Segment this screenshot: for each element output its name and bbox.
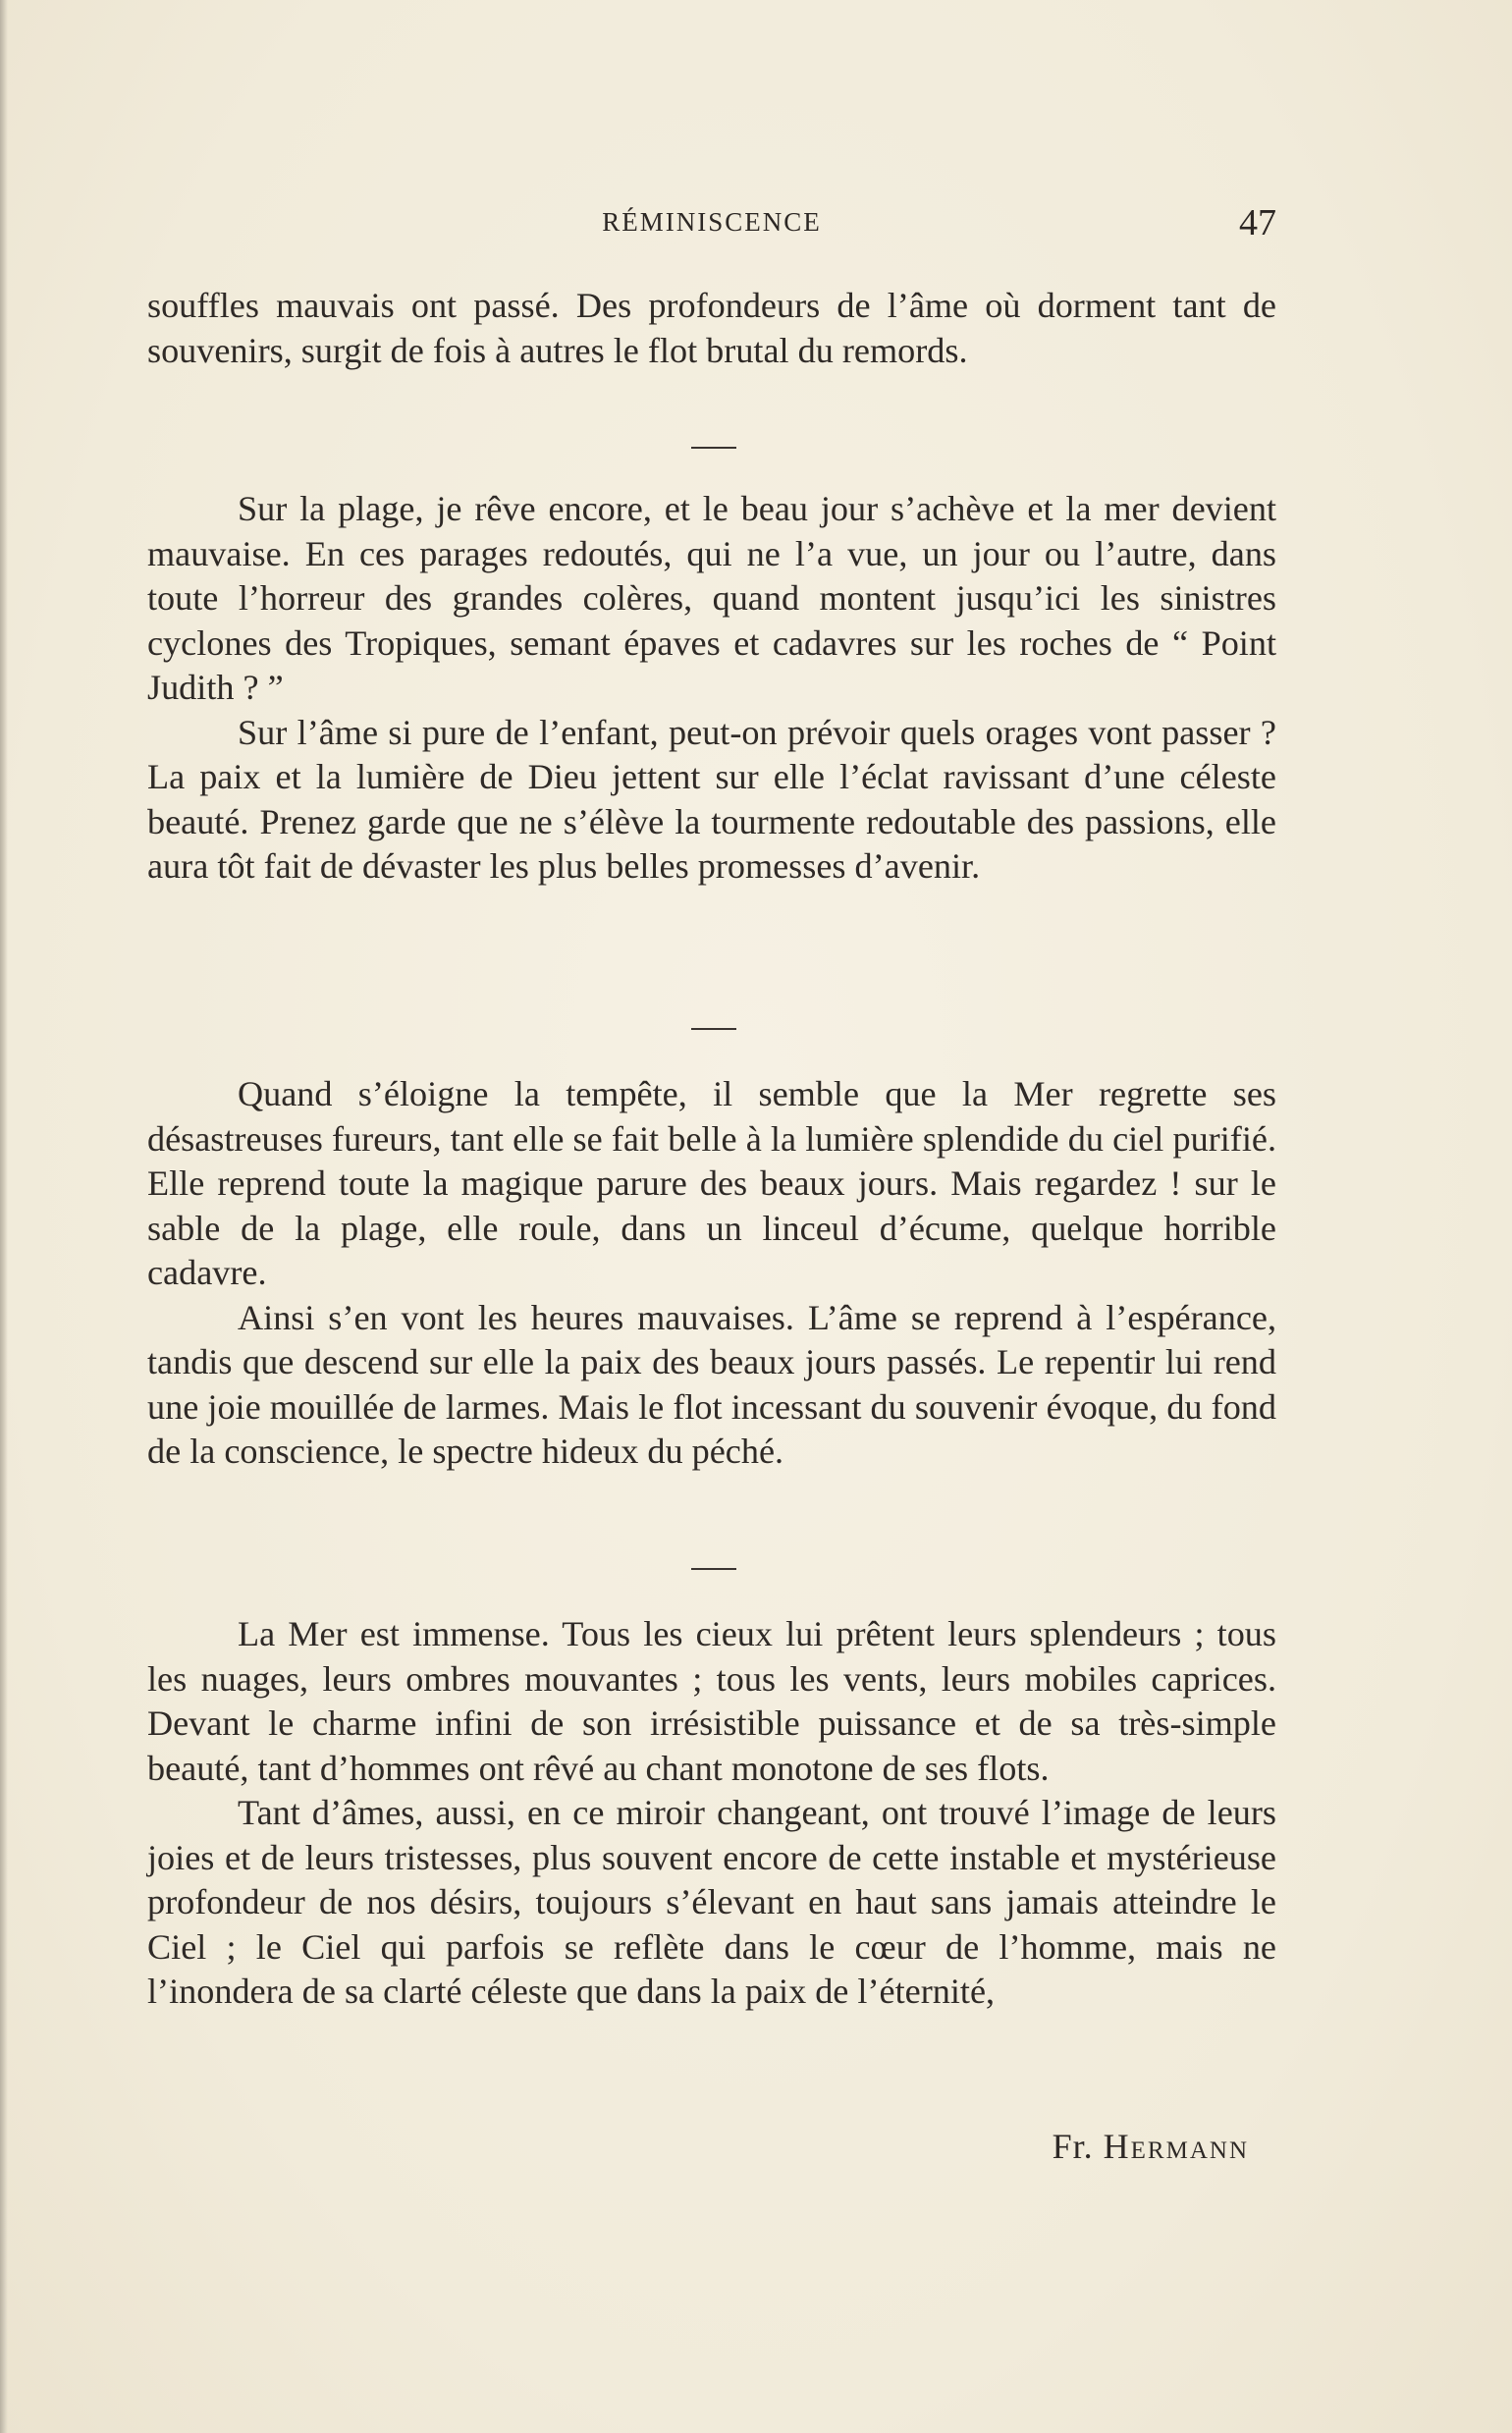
signature-name: Hermann [1103,2127,1249,2166]
paragraph: Tant d’âmes, aussi, en ce miroir changeant, ont trouvé l’image de leurs joies et de leurs tristesses, plus souvent encore de cette instable et mystérieuse profondeur de nos désirs, toujours s’élevant en haut sans jamais atteindre le Ciel ; le Ciel qui parfois se reflète dans le cœur de l’homme, mais ne l’inondera de sa clarté céleste que dans la paix de l’éternité, [147,1793,1276,2011]
section-continuation [147,284,1276,373]
paragraph: souffles mauvais ont passé. Des profondeurs de l’âme où dorment tant de souvenirs, surgit de fois à autres le flot brutal du remords. [147,286,1276,370]
page-binding-edge [0,0,8,2433]
author-signature [1053,2126,1249,2167]
section-separator [691,1028,736,1030]
paragraph: Sur la plage, je rêve encore, et le beau jour s’achève et la mer devient mauvaise. En ces parages redoutés, qui ne l’a vue, un jour ou l’autre, dans toute l’horreur des grandes colères, quand montent jusqu’ici les sinistres cyclones des Tropiques, semant épaves et cadavres sur les roches de “ Point Judith ? ” [147,489,1276,707]
running-title: RÉMINISCENCE [602,207,822,237]
section-storm [147,487,1276,890]
running-head [147,201,1276,250]
page-number: 47 [1239,202,1276,243]
paragraph: Quand s’éloigne la tempête, il semble que la Mer regrette ses désastreuses fureurs, tant elle se fait belle à la lumière splendide du ciel purifié. Elle reprend toute la magique parure des beaux jours. Mais regardez ! sur le sable de la plage, elle roule, dans un linceul d’écume, quelque horrible cadavre. [147,1074,1276,1292]
paragraph: Ainsi s’en vont les heures mauvaises. L’âme se reprend à l’espérance, tandis que descend sur elle la paix des beaux jours passés. Le repentir lui rend une joie mouillée de larmes. Mais le flot incessant du souvenir évoque, du fond de la conscience, le spectre hideux du péché. [147,1297,1276,1471]
section-separator [691,447,736,449]
section-immense-sea [147,1612,1276,2015]
signature-prefix: Fr. [1052,2127,1094,2166]
section-separator [691,1568,736,1570]
paragraph: Sur l’âme si pure de l’enfant, peut-on prévoir quels orages vont passer ? La paix et la lumière de Dieu jettent sur elle l’éclat ravissant d’une céleste beauté. Prenez garde que ne s’élève la tourmente redoutable des passions, elle aura tôt fait de dévaster les plus belles promesses d’avenir. [147,712,1276,886]
section-after-storm [147,1072,1276,1475]
paragraph: La Mer est immense. Tous les cieux lui prêtent leurs splendeurs ; tous les nuages, leurs ombres mouvantes ; tous les vents, leurs mobiles caprices. Devant le charme infini de son irrésistible puissance et de sa très-simple beauté, tant d’hommes ont rêvé au chant monotone de ses flots. [147,1614,1276,1788]
